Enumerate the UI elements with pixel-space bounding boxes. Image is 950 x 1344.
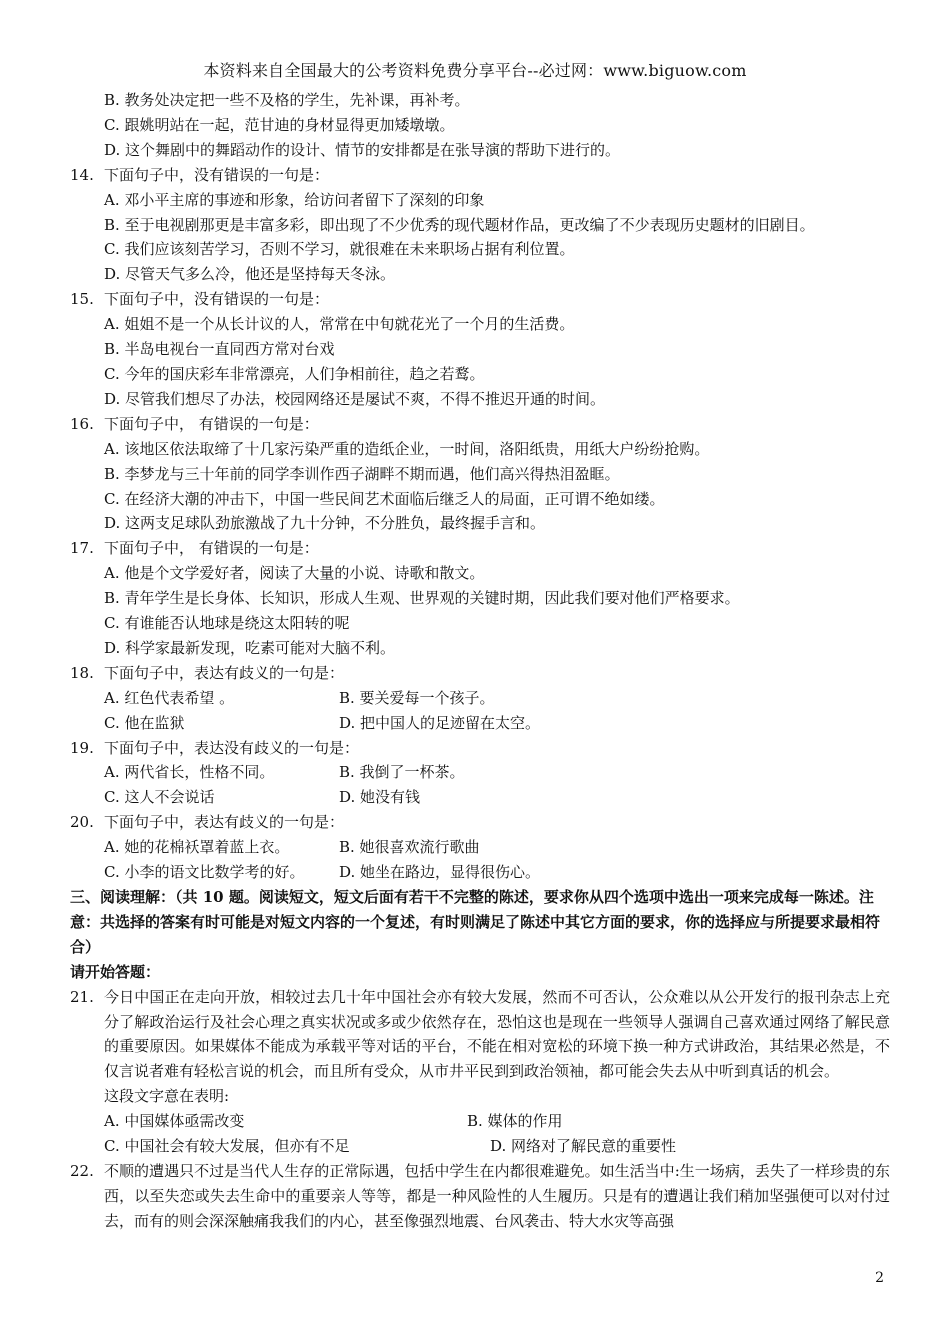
question-number: 18. — [70, 663, 94, 682]
option-a: A. 红色代表希望 。 — [104, 688, 235, 707]
option-a: A. 邓小平主席的事迹和形象，给访问者留下了深刻的印象 — [104, 190, 485, 209]
question-number: 22. — [70, 1161, 94, 1180]
question-number: 16. — [70, 414, 94, 433]
question-stem: 下面句子中， 有错误的一句是： — [104, 539, 319, 558]
option-row — [70, 686, 890, 711]
option-c: C. 中国社会有较大发展，但亦有不足 — [104, 1137, 350, 1156]
option-a: A. 中国媒体亟需改变 — [104, 1112, 245, 1131]
option-d: D. 这两支足球队劲旅激战了九十分钟，不分胜负，最终握手言和。 — [104, 514, 546, 533]
option-b: B. 要关爱每一个孩子。 — [339, 688, 495, 707]
option-a: A. 姐姐不是一个从长计议的人，常常在中旬就花光了一个月的生活费。 — [104, 315, 575, 334]
question-20 — [70, 810, 890, 835]
option-row — [70, 760, 890, 785]
question-number: 17. — [70, 539, 94, 558]
option-c: C. 小李的语文比数学考的好。 — [104, 863, 305, 882]
option-row — [70, 835, 890, 860]
passage-text: 今日中国正在走向开放，相较过去几十年中国社会亦有较大发展，然而不可否认，公众难以从公开发行的报刊杂志上充分了解政治运行及社会心理之真实状况或多或少依然存在，恐怕这也是现在一些领导人强调自己喜欢通过网络了解民意的重要原因。如果媒体不能成为承载平等对话的平台，不能在相对宽松的环境下换一种方式讲政治，其结果必然是，不仅言说者难有轻松言说的机会，而且所有受众，从市井平民到到政治领袖，都可能会失去从中听到真话的机会。 — [104, 987, 890, 1081]
option-d: D. 网络对了解民意的重要性 — [490, 1137, 677, 1156]
question-stem: 下面句子中，表达有歧义的一句是： — [104, 813, 345, 832]
question-number: 20. — [70, 813, 94, 832]
option-b: B. 媒体的作用 — [467, 1112, 563, 1131]
page-content — [70, 88, 890, 1234]
option-d: D. 尽管我们想尽了办法，校园网络还是屡试不爽，不得不推迟开通的时间。 — [104, 389, 606, 408]
option-c: C. 他在监狱 — [104, 713, 185, 732]
option-b: B. 她很喜欢流行歌曲 — [339, 838, 480, 857]
option-row — [70, 711, 890, 736]
question-stem: 下面句子中，没有错误的一句是： — [104, 290, 330, 309]
option-b: B. 青年学生是长身体、长知识，形成人生观、世界观的关键时期，因此我们要对他们严格要求。 — [104, 589, 740, 608]
option-d: D. 她坐在路边，显得很伤心。 — [339, 863, 541, 882]
option-c: C. 有谁能否认地球是绕这太阳转的呢 — [104, 614, 350, 633]
question-stem: 下面句子中， 有错误的一句是： — [104, 414, 319, 433]
question-18 — [70, 661, 890, 686]
option-row — [70, 1109, 890, 1134]
page-header: 本资料来自全国最大的公考资料免费分享平台--必过网：www.biguow.com — [203, 61, 747, 80]
option-c: C. 今年的国庆彩车非常漂亮，人们争相前往，趋之若鹜。 — [104, 364, 485, 383]
question-22 — [70, 1159, 890, 1234]
option-d: D. 把中国人的足迹留在太空。 — [339, 713, 541, 732]
option-a: A. 该地区依法取缔了十几家污染严重的造纸企业，一时间，洛阳纸贵，用纸大户纷纷抢购。 — [104, 439, 710, 458]
option-b: B. 李梦龙与三十年前的同学李训作西子湖畔不期而遇，他们高兴得热泪盈眶。 — [104, 464, 620, 483]
question-stem: 下面句子中，表达有歧义的一句是： — [104, 663, 345, 682]
option-13-c: C. 跟姚明站在一起，范甘迪的身材显得更加矮墩墩。 — [104, 115, 455, 134]
question-15 — [70, 287, 890, 312]
option-d: D. 她没有钱 — [339, 788, 421, 807]
option-13-d: D. 这个舞剧中的舞蹈动作的设计、情节的安排都是在张导演的帮助下进行的。 — [104, 140, 621, 159]
option-13-b: B. 教务处决定把一些不及格的学生，先补课，再补考。 — [104, 91, 470, 109]
question-17 — [70, 536, 890, 561]
option-b: B. 我倒了一杯茶。 — [339, 763, 465, 782]
section-start-label: 请开始答题： — [70, 962, 161, 981]
question-21 — [70, 985, 890, 1085]
question-stem: 这段文字意在表明: — [104, 1087, 230, 1106]
question-16 — [70, 412, 890, 437]
question-stem: 下面句子中，没有错误的一句是： — [104, 165, 330, 184]
option-c: C. 我们应该刻苦学习，否则不学习，就很难在未来职场占据有利位置。 — [104, 240, 575, 259]
option-row — [70, 785, 890, 810]
section-heading: 三、阅读理解：（共 10 题。阅读短文，短文后面有若干不完整的陈述，要求你从四个选项中选出一项来完成每一陈述。注意：共选择的答案有时可能是对短文内容的一个复述，有时则满足了陈述中其它方面的要求，你的选择应与所提要求最相符合） — [70, 888, 881, 956]
option-row — [70, 1134, 890, 1159]
option-c: C. 在经济大潮的冲击下，中国一些民间艺术面临后继乏人的局面，正可谓不绝如缕。 — [104, 489, 665, 508]
option-d: D. 尽管天气多么冷，他还是坚持每天冬泳。 — [104, 265, 396, 284]
option-a: A. 两代省长，性格不同。 — [104, 763, 275, 782]
option-b: B. 半岛电视台一直同西方常对台戏 — [104, 340, 335, 359]
option-a: A. 她的花棉袄罩着蓝上衣。 — [104, 838, 290, 857]
question-19 — [70, 736, 890, 761]
question-number: 15. — [70, 290, 94, 309]
page-number: 2 — [875, 1270, 884, 1286]
passage-text: 不顺的遭遇只不过是当代人生存的正常际遇，包括中学生在内都很难避免。如生活当中:生一场病，丢失了一样珍贵的东西，以至失恋或失去生命中的重要亲人等等，都是一种风险性的人生履历。只是有的遭遇让我们稍加坚强便可以对付过去，而有的则会深深触痛我我们的内心，甚至像强烈地震、台风袭击、特大水灾等高强 — [104, 1161, 890, 1230]
option-c: C. 这人不会说话 — [104, 788, 215, 807]
option-a: A. 他是个文学爱好者，阅读了大量的小说、诗歌和散文。 — [104, 564, 485, 583]
question-number: 14. — [70, 165, 94, 184]
option-row — [70, 860, 890, 885]
question-number: 19. — [70, 738, 94, 757]
option-d: D. 科学家最新发现，吃素可能对大脑不利。 — [104, 638, 396, 657]
question-number: 21. — [70, 987, 94, 1006]
question-stem: 下面句子中，表达没有歧义的一句是： — [104, 738, 360, 757]
option-b: B. 至于电视剧那更是丰富多彩，即出现了不少优秀的现代题材作品，更改编了不少表现历史题材的旧剧目。 — [104, 215, 815, 234]
question-14 — [70, 163, 890, 188]
